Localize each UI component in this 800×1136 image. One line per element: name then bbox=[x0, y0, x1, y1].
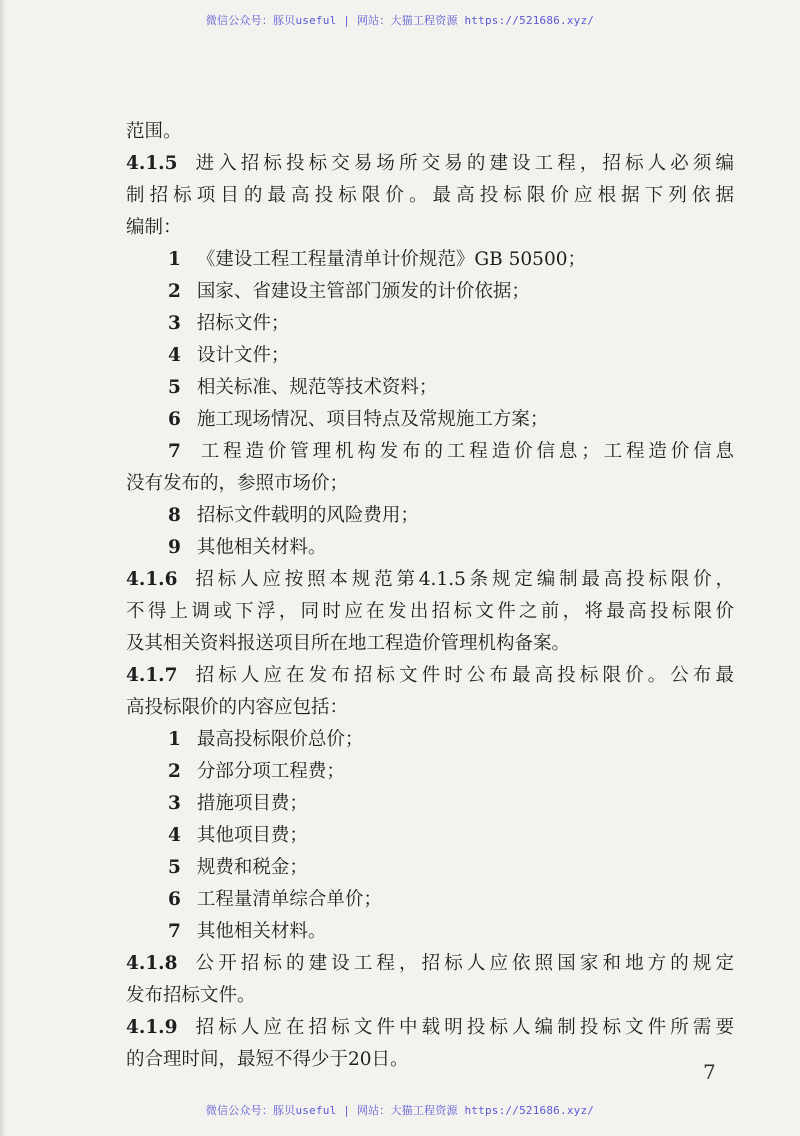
text-line bbox=[126, 980, 734, 1012]
item-number: 5 bbox=[168, 857, 181, 878]
line-text: 及其相关资料报送项目所在地工程造价管理机构备案。 bbox=[126, 633, 571, 654]
line-text: 招标人应在发布招标文件时公布最高投标限价。公布最 bbox=[191, 665, 734, 686]
text-line bbox=[126, 116, 734, 148]
clause-line bbox=[126, 948, 734, 980]
line-text: 国家、省建设主管部门颁发的计价依据； bbox=[196, 281, 530, 302]
page-number: 7 bbox=[703, 1060, 716, 1084]
list-item-line bbox=[126, 788, 734, 820]
list-item-line bbox=[126, 756, 734, 788]
watermark-top: 微信公众号：豚贝useful | 网站：大猫工程资源 https://521686.xyz/ bbox=[205, 14, 595, 27]
line-text: 措施项目费； bbox=[196, 793, 308, 814]
item-number: 4 bbox=[168, 825, 181, 846]
item-number: 8 bbox=[168, 505, 181, 526]
line-text: 范围。 bbox=[126, 121, 182, 142]
clause-line bbox=[126, 660, 734, 692]
list-item-line bbox=[126, 436, 734, 468]
line-text: 招标人应按照本规范第4.1.5条规定编制最高投标限价， bbox=[191, 569, 734, 590]
clause-number: 4.1.9 bbox=[126, 1017, 178, 1038]
list-item-line bbox=[126, 500, 734, 532]
list-item-line bbox=[126, 276, 734, 308]
text-line bbox=[126, 628, 734, 660]
page-edge-shadow bbox=[0, 0, 6, 1136]
line-text: 高投标限价的内容应包括： bbox=[126, 697, 349, 718]
line-text: 施工现场情况、项目特点及常规施工方案； bbox=[196, 409, 549, 430]
list-item-line bbox=[126, 724, 734, 756]
clause-number: 4.1.5 bbox=[126, 153, 178, 174]
list-item-line bbox=[126, 884, 734, 916]
document-body bbox=[126, 116, 734, 1076]
list-item-line bbox=[126, 916, 734, 948]
list-item-line bbox=[126, 340, 734, 372]
clause-line bbox=[126, 148, 734, 180]
item-number: 4 bbox=[168, 345, 181, 366]
item-number: 3 bbox=[168, 793, 181, 814]
line-text: 编制： bbox=[126, 217, 182, 238]
list-item-line bbox=[126, 372, 734, 404]
list-item-line bbox=[126, 404, 734, 436]
item-number: 9 bbox=[168, 537, 181, 558]
line-text: 工程造价管理机构发布的工程造价信息；工程造价信息 bbox=[196, 441, 734, 462]
item-number: 6 bbox=[168, 889, 181, 910]
list-item-line bbox=[126, 532, 734, 564]
text-line bbox=[126, 1044, 734, 1076]
text-line bbox=[126, 212, 734, 244]
line-text: 招标文件载明的风险费用； bbox=[196, 505, 419, 526]
clause-line bbox=[126, 564, 734, 596]
clause-number: 4.1.7 bbox=[126, 665, 178, 686]
line-text: 进入招标投标交易场所交易的建设工程，招标人必须编 bbox=[191, 153, 734, 174]
line-text: 发布招标文件。 bbox=[126, 985, 256, 1006]
line-text: 其他相关材料。 bbox=[196, 537, 327, 558]
list-item-line bbox=[126, 820, 734, 852]
item-number: 2 bbox=[168, 281, 181, 302]
line-text: 分部分项工程费； bbox=[196, 761, 345, 782]
list-item-line bbox=[126, 308, 734, 340]
item-number: 1 bbox=[168, 729, 181, 750]
line-text: 招标文件； bbox=[196, 313, 290, 334]
line-text: 设计文件； bbox=[196, 345, 290, 366]
line-text: 工程量清单综合单价； bbox=[196, 889, 382, 910]
text-line bbox=[126, 468, 734, 500]
watermark-bottom: 微信公众号：豚贝useful | 网站：大猫工程资源 https://521686.xyz/ bbox=[205, 1104, 595, 1117]
line-text: 其他相关材料。 bbox=[196, 921, 327, 942]
clause-line bbox=[126, 1012, 734, 1044]
text-line bbox=[126, 180, 734, 212]
item-number: 7 bbox=[168, 921, 181, 942]
text-line bbox=[126, 596, 734, 628]
line-text: 招标人应在招标文件中载明投标人编制投标文件所需要 bbox=[191, 1017, 734, 1038]
item-number: 2 bbox=[168, 761, 181, 782]
line-text: 《建设工程工程量清单计价规范》GB 50500； bbox=[196, 249, 586, 270]
line-text: 的合理时间，最短不得少于20日。 bbox=[126, 1049, 409, 1070]
line-text: 最高投标限价总价； bbox=[196, 729, 364, 750]
item-number: 7 bbox=[168, 441, 181, 462]
item-number: 5 bbox=[168, 377, 181, 398]
line-text: 相关标准、规范等技术资料； bbox=[196, 377, 438, 398]
line-text: 其他项目费； bbox=[196, 825, 308, 846]
line-text: 不得上调或下浮，同时应在发出招标文件之前，将最高投标限价 bbox=[126, 601, 734, 622]
list-item-line bbox=[126, 244, 734, 276]
line-text: 公开招标的建设工程，招标人应依照国家和地方的规定 bbox=[191, 953, 734, 974]
line-text: 规费和税金； bbox=[196, 857, 308, 878]
clause-number: 4.1.6 bbox=[126, 569, 178, 590]
text-line bbox=[126, 692, 734, 724]
list-item-line bbox=[126, 852, 734, 884]
item-number: 3 bbox=[168, 313, 181, 334]
clause-number: 4.1.8 bbox=[126, 953, 178, 974]
line-text: 没有发布的，参照市场价； bbox=[126, 473, 349, 494]
line-text: 制招标项目的最高投标限价。最高投标限价应根据下列依据 bbox=[126, 185, 734, 206]
item-number: 6 bbox=[168, 409, 181, 430]
item-number: 1 bbox=[168, 249, 181, 270]
